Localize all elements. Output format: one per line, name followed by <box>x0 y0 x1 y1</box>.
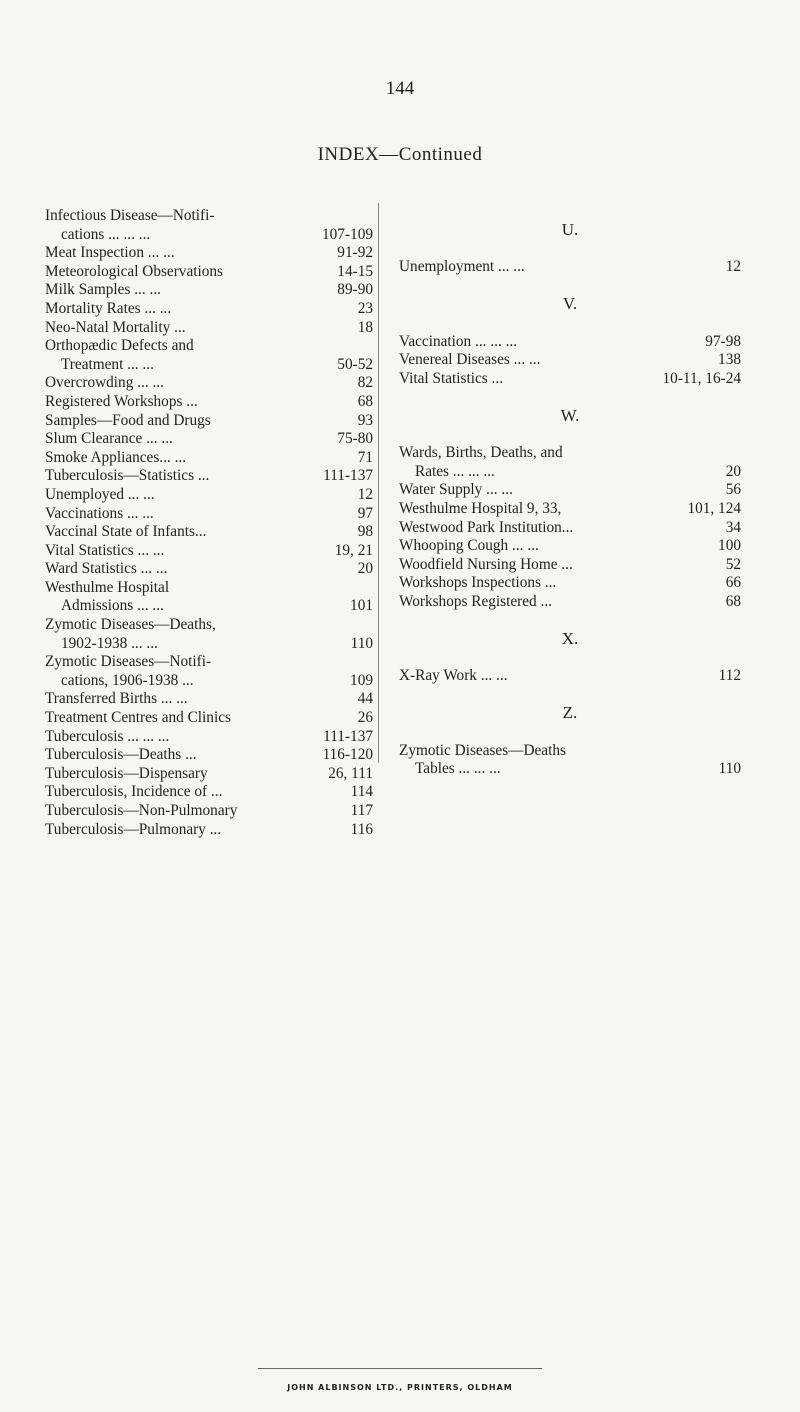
index-entry <box>45 802 373 821</box>
index-entry <box>45 765 373 784</box>
index-entry-text: Wards, Births, Deaths, and <box>399 444 563 462</box>
index-entry-text: Zymotic Diseases—Notifi- <box>45 653 212 671</box>
index-entry-page: 97-98 <box>705 332 741 350</box>
index-entry <box>45 616 373 653</box>
footer-rule <box>258 1368 542 1369</box>
index-entry <box>45 653 373 690</box>
index-right-column <box>399 221 741 779</box>
index-entry-page: 98 <box>357 523 373 541</box>
index-entry <box>399 556 741 575</box>
index-entry-text: Rates ... ... ... <box>415 462 495 480</box>
index-entry-text: Tuberculosis—Deaths ... <box>45 746 197 764</box>
index-entry-text: Admissions ... ... <box>61 597 164 615</box>
index-entry <box>45 746 373 765</box>
index-entry-text: Workshops Inspections ... <box>399 574 557 592</box>
index-entry <box>45 523 373 542</box>
index-entry-text: Ward Statistics ... ... <box>45 560 168 578</box>
index-entry-text: Transferred Births ... ... <box>45 690 188 708</box>
index-entry <box>399 742 741 779</box>
index-entry-page: 26 <box>357 709 373 727</box>
index-entry-page: 56 <box>725 481 741 499</box>
index-entry-text: Westhulme Hospital <box>45 578 170 596</box>
index-entry <box>45 821 373 840</box>
index-entry <box>399 537 741 556</box>
index-entry-page: 116-120 <box>322 746 373 764</box>
index-entry-text: Meat Inspection ... ... <box>45 244 175 262</box>
index-entry-page: 138 <box>718 351 741 369</box>
index-entry <box>45 300 373 319</box>
index-entry-page: 68 <box>725 592 741 610</box>
index-entry <box>45 783 373 802</box>
section-letter: Z. <box>562 703 578 723</box>
index-entry <box>399 351 741 370</box>
index-entry-text: Tuberculosis ... ... ... <box>45 727 170 745</box>
index-entry-page: 89-90 <box>337 281 373 299</box>
index-entry <box>45 412 373 431</box>
index-entry-text: Vital Statistics ... <box>399 369 504 387</box>
index-entry <box>45 281 373 300</box>
index-entry <box>45 709 373 728</box>
index-entry-page: 44 <box>357 690 373 708</box>
index-entry <box>45 207 373 244</box>
page-title: INDEX—Continued <box>317 144 483 165</box>
index-entry-page: 10-11, 16-24 <box>662 369 741 387</box>
index-left-column <box>45 207 373 839</box>
index-entry-text: Treatment ... ... <box>61 355 154 373</box>
index-entry-page: 20 <box>357 560 373 578</box>
index-entry-text: Whooping Cough ... ... <box>399 537 539 555</box>
index-entry-page: 20 <box>725 462 741 480</box>
index-entry-text: Venereal Diseases ... ... <box>399 351 541 369</box>
index-entry-text: Infectious Disease—Notifi- <box>45 207 215 224</box>
index-entry <box>45 374 373 393</box>
index-entry-text: Tables ... ... ... <box>415 760 501 778</box>
index-entry-text: Samples—Food and Drugs <box>45 411 211 429</box>
section-spacer <box>399 314 741 333</box>
index-entry <box>45 467 373 486</box>
index-entry-page: 93 <box>357 411 373 429</box>
index-entry-text: Treatment Centres and Clinics <box>45 709 231 727</box>
index-entry-page: 26, 111 <box>328 764 373 782</box>
index-entry-text: Vaccinations ... ... <box>45 504 154 522</box>
section-spacer <box>399 426 741 445</box>
index-entry <box>45 579 373 616</box>
index-entry <box>45 337 373 374</box>
index-entry-page: 66 <box>725 574 741 592</box>
index-entry-page: 97 <box>357 504 373 522</box>
index-entry-page: 110 <box>718 760 741 778</box>
index-entry-text: Slum Clearance ... ... <box>45 430 173 448</box>
index-entry-page: 52 <box>725 555 741 573</box>
index-entry-page: 34 <box>725 518 741 536</box>
section-spacer <box>399 723 741 742</box>
index-entry <box>399 258 741 277</box>
index-entry-text: Woodfield Nursing Home ... <box>399 555 573 573</box>
section-spacer <box>399 277 741 296</box>
section-letter: W. <box>560 405 580 425</box>
index-entry-text: Tuberculosis—Non-Pulmonary <box>45 802 238 819</box>
index-entry-page: 68 <box>357 392 373 410</box>
index-entry-page: 114 <box>350 783 373 801</box>
index-entry <box>45 263 373 282</box>
index-entry-page: 117 <box>350 802 373 819</box>
index-entry-page: 112 <box>718 667 741 685</box>
index-entry-page: 71 <box>357 448 373 466</box>
index-entry <box>45 505 373 524</box>
section-letter: U. <box>561 220 579 239</box>
index-entry-text: Westwood Park Institution... <box>399 518 574 536</box>
index-entry-page: 110 <box>350 634 373 652</box>
index-entry <box>45 690 373 709</box>
index-entry-text: cations ... ... ... <box>61 225 151 243</box>
index-entry-text: Westhulme Hospital 9, 33, <box>399 499 562 517</box>
page-number: 144 <box>385 78 415 99</box>
index-entry-text: Vaccinal State of Infants... <box>45 523 207 541</box>
index-entry-page: 116 <box>350 820 373 838</box>
index-entry-text: Tuberculosis—Pulmonary ... <box>45 820 222 838</box>
section-spacer <box>399 388 741 407</box>
index-entry-text: cations, 1906-1938 ... <box>61 671 194 689</box>
section-spacer <box>399 611 741 630</box>
section-spacer <box>399 649 741 668</box>
index-entry <box>45 542 373 561</box>
index-entry <box>399 593 741 612</box>
index-entry <box>45 244 373 263</box>
index-entry <box>45 319 373 338</box>
index-entry-page: 14-15 <box>337 262 373 280</box>
index-entry-text: Smoke Appliances... ... <box>45 448 187 466</box>
index-entry-text: Unemployment ... ... <box>399 258 525 276</box>
index-entry-text: Workshops Registered ... <box>399 592 552 610</box>
index-entry-page: 19, 21 <box>334 541 373 559</box>
index-entry-text: X-Ray Work ... ... <box>399 667 508 685</box>
index-entry-page: 75-80 <box>337 430 373 448</box>
index-entry <box>399 574 741 593</box>
index-entry <box>45 449 373 468</box>
index-entry-text: Tuberculosis—Dispensary <box>45 764 208 782</box>
index-entry-text: Neo-Natal Mortality ... <box>45 318 186 336</box>
index-entry <box>45 393 373 412</box>
index-entry-page: 18 <box>357 318 373 336</box>
index-entry-text: Milk Samples ... ... <box>45 281 162 299</box>
index-entry-text: Orthopædic Defects and <box>45 337 194 355</box>
index-entry <box>399 667 741 686</box>
index-entry-text: Unemployed ... ... <box>45 485 155 503</box>
index-entry-page: 101 <box>350 597 373 615</box>
index-entry <box>399 481 741 500</box>
index-entry-text: Zymotic Diseases—Deaths, <box>45 616 216 634</box>
index-entry <box>45 430 373 449</box>
index-entry-text: Mortality Rates ... ... <box>45 299 172 317</box>
index-entry-page: 50-52 <box>337 355 373 373</box>
index-entry <box>45 560 373 579</box>
index-entry-page: 107-109 <box>322 225 373 243</box>
index-entry <box>399 519 741 538</box>
index-entry-text: Zymotic Diseases—Deaths <box>399 741 566 759</box>
index-entry <box>399 370 741 389</box>
index-entry-text: Overcrowding ... ... <box>45 374 164 392</box>
index-entry-page: 91-92 <box>337 244 373 262</box>
index-entry-text: Tuberculosis, Incidence of ... <box>45 783 223 801</box>
index-entry-page: 100 <box>718 537 741 555</box>
index-entry-page: 12 <box>357 485 373 503</box>
index-entry-page: 111-137 <box>323 467 373 485</box>
index-entry-text: 1902-1938 ... ... <box>61 634 158 652</box>
index-entry-page: 109 <box>350 671 373 689</box>
section-letter: X. <box>561 629 579 649</box>
index-entry-page: 82 <box>357 374 373 392</box>
column-divider <box>378 203 379 763</box>
index-entry-text: Vaccination ... ... ... <box>399 332 518 350</box>
index-entry <box>399 333 741 352</box>
index-entry-page: 23 <box>357 299 373 317</box>
index-entry <box>399 444 741 481</box>
index-entry <box>45 728 373 747</box>
index-entry-text: Registered Workshops ... <box>45 392 198 410</box>
section-spacer <box>399 686 741 705</box>
index-entry-page: 101, 124 <box>687 499 741 517</box>
index-entry-text: Tuberculosis—Statistics ... <box>45 467 210 485</box>
index-entry-text: Vital Statistics ... ... <box>45 541 165 559</box>
index-entry-text: Meteorological Observations <box>45 262 223 280</box>
index-entry <box>45 486 373 505</box>
index-entry-text: Water Supply ... ... <box>399 481 513 499</box>
index-entry-page: 12 <box>725 258 741 276</box>
index-entry <box>399 500 741 519</box>
section-letter: V. <box>562 294 578 314</box>
index-entry-page: 111-137 <box>323 727 373 745</box>
section-spacer <box>399 240 741 259</box>
printer-imprint: JOHN ALBINSON LTD., PRINTERS, OLDHAM <box>287 1383 513 1392</box>
